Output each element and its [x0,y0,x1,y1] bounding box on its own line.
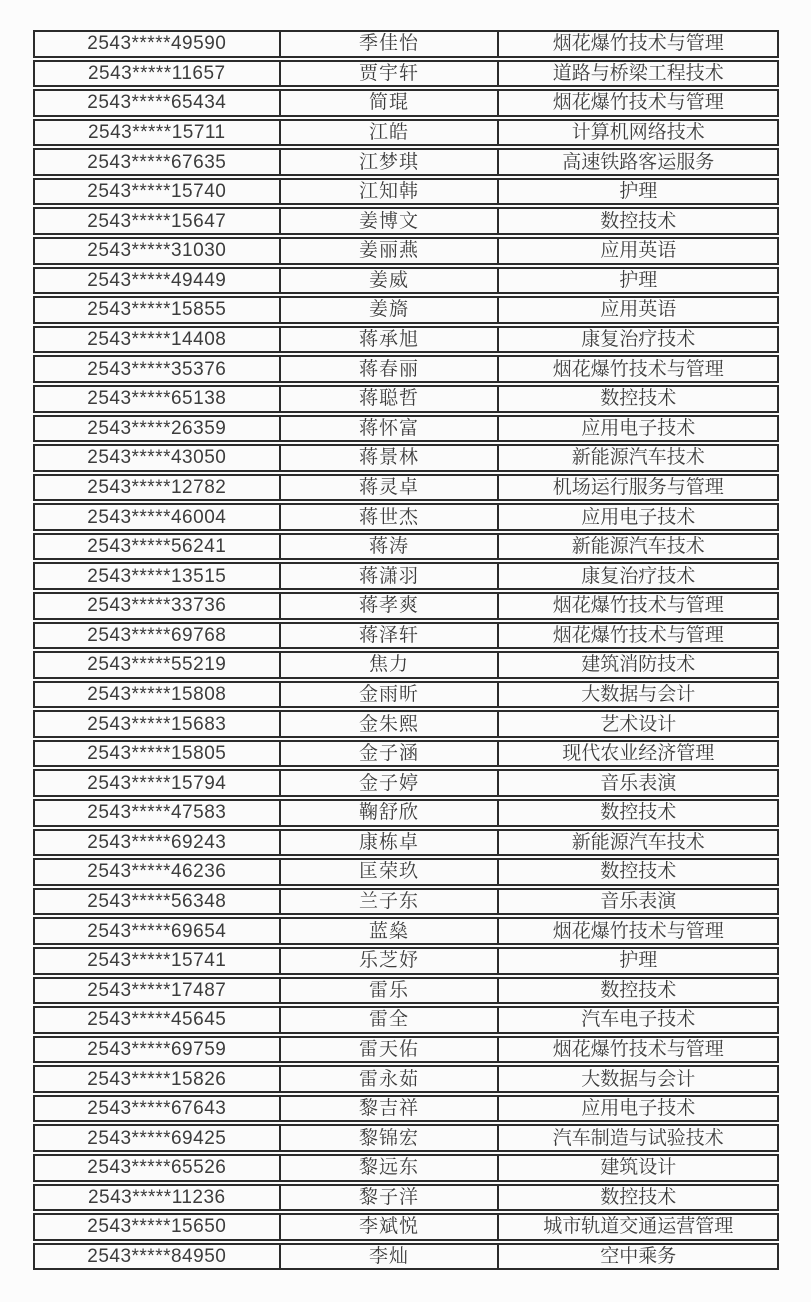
admission-table [33,30,779,1270]
table-row [33,148,779,176]
table-row [33,385,779,413]
candidate-name-cell: 江知韩 [281,180,500,204]
candidate-name-cell: 姜博文 [281,209,500,233]
candidate-name-cell: 李斌悦 [281,1215,500,1239]
candidate-id-cell: 2543*****12782 [35,476,281,500]
candidate-id-cell: 2543*****13515 [35,564,281,588]
major-cell: 数控技术 [600,388,677,410]
candidate-id-cell: 2543*****15650 [35,1215,281,1239]
candidate-name-cell: 江梦琪 [281,150,500,174]
candidate-name-cell: 雷全 [281,1008,500,1032]
candidate-name-cell: 焦力 [281,653,500,677]
major-cell: 护理 [619,269,658,291]
major-cell: 数控技术 [600,802,677,824]
candidate-id-cell: 2543*****69654 [35,919,281,943]
candidate-id-cell: 2543*****65138 [35,387,281,411]
candidate-name-cell: 黎锦宏 [281,1126,500,1150]
candidate-id-cell: 2543*****47583 [35,801,281,825]
candidate-id-cell: 2543*****26359 [35,417,281,441]
candidate-id-cell: 2543*****15683 [35,712,281,736]
candidate-id-cell: 2543*****67643 [35,1097,281,1121]
major-cell: 道路与桥梁工程技术 [552,62,724,84]
major-cell: 城市轨道交通运营管理 [543,1216,734,1238]
candidate-name-cell: 蒋孝爽 [281,594,500,618]
major-cell: 艺术设计 [600,713,677,735]
major-cell: 烟花爆竹技术与管理 [552,1038,724,1060]
major-cell: 音乐表演 [600,772,677,794]
candidate-name-cell: 黎吉祥 [281,1097,500,1121]
table-row [33,681,779,709]
table-row [33,799,779,827]
candidate-id-cell: 2543*****69425 [35,1126,281,1150]
candidate-name-cell: 简琨 [281,91,500,115]
candidate-id-cell: 2543*****84950 [35,1245,281,1269]
candidate-name-cell: 李灿 [281,1245,500,1269]
table-row [33,296,779,324]
table-row [33,533,779,561]
major-cell: 汽车电子技术 [581,1009,696,1031]
major-cell: 现代农业经济管理 [562,743,715,765]
major-cell: 新能源汽车技术 [571,447,705,469]
table-row [33,1095,779,1123]
candidate-id-cell: 2543*****15711 [35,121,281,145]
table-row [33,474,779,502]
candidate-id-cell: 2543*****15741 [35,949,281,973]
candidate-name-cell: 姜丽燕 [281,239,500,263]
major-cell: 空中乘务 [600,1245,677,1267]
candidate-id-cell: 2543*****69759 [35,1038,281,1062]
table-row [33,1213,779,1241]
candidate-id-cell: 2543*****56348 [35,890,281,914]
candidate-name-cell: 蒋涛 [281,535,500,559]
table-row [33,503,779,531]
table-row [33,829,779,857]
table-row [33,444,779,472]
candidate-name-cell: 季佳怡 [281,32,500,56]
candidate-name-cell: 贾宇轩 [281,62,500,86]
candidate-id-cell: 2543*****65526 [35,1156,281,1180]
candidate-name-cell: 姜威 [281,269,500,293]
table-row [33,1154,779,1182]
candidate-name-cell: 金雨昕 [281,683,500,707]
major-cell: 建筑设计 [600,1157,677,1179]
major-cell: 高速铁路客运服务 [562,151,715,173]
major-cell: 数控技术 [600,861,677,883]
candidate-id-cell: 2543*****69768 [35,624,281,648]
table-row [33,592,779,620]
candidate-id-cell: 2543*****15808 [35,683,281,707]
candidate-id-cell: 2543*****69243 [35,831,281,855]
major-cell: 大数据与会计 [581,1068,696,1090]
candidate-name-cell: 蒋景林 [281,446,500,470]
candidate-id-cell: 2543*****55219 [35,653,281,677]
table-row [33,415,779,443]
table-row [33,769,779,797]
table-row [33,858,779,886]
major-cell: 新能源汽车技术 [571,536,705,558]
table-row [33,30,779,58]
table-row [33,1065,779,1093]
candidate-name-cell: 金朱熙 [281,712,500,736]
major-cell: 大数据与会计 [581,684,696,705]
candidate-id-cell: 2543*****43050 [35,446,281,470]
candidate-id-cell: 2543*****15855 [35,298,281,322]
candidate-id-cell: 2543*****11657 [35,62,281,86]
table-row [33,1006,779,1034]
candidate-name-cell: 蒋怀富 [281,417,500,441]
candidate-name-cell: 蓝燊 [281,919,500,943]
candidate-name-cell: 康栋卓 [281,831,500,855]
table-row [33,326,779,354]
candidate-name-cell: 黎子洋 [281,1186,500,1210]
candidate-id-cell: 2543*****65434 [35,91,281,115]
candidate-name-cell: 蒋春丽 [281,357,500,381]
table-row [33,178,779,206]
major-cell: 机场运行服务与管理 [552,476,724,498]
candidate-name-cell: 鞠舒欣 [281,801,500,825]
candidate-id-cell: 2543*****49449 [35,269,281,293]
candidate-name-cell: 匡荣玖 [281,860,500,884]
candidate-name-cell: 金子婷 [281,771,500,795]
table-row [33,1184,779,1212]
candidate-id-cell: 2543*****15794 [35,771,281,795]
major-cell: 应用电子技术 [581,417,696,439]
candidate-id-cell: 2543*****14408 [35,328,281,352]
table-row [33,947,779,975]
candidate-name-cell: 蒋聪哲 [281,387,500,411]
candidate-id-cell: 2543*****11236 [35,1186,281,1210]
candidate-name-cell: 蒋泽轩 [281,624,500,648]
major-cell: 烟花爆竹技术与管理 [552,358,724,380]
major-cell: 烟花爆竹技术与管理 [552,595,724,617]
table-row [33,977,779,1005]
major-cell: 新能源汽车技术 [571,831,705,853]
candidate-id-cell: 2543*****31030 [35,239,281,263]
candidate-id-cell: 2543*****15826 [35,1067,281,1091]
candidate-name-cell: 雷天佑 [281,1038,500,1062]
major-cell: 护理 [619,950,658,972]
candidate-id-cell: 2543*****17487 [35,979,281,1003]
table-row [33,917,779,945]
candidate-name-cell: 蒋世杰 [281,505,500,529]
candidate-id-cell: 2543*****15740 [35,180,281,204]
major-cell: 应用英语 [600,240,677,262]
table-row [33,237,779,265]
major-cell: 计算机网络技术 [571,122,705,144]
candidate-name-cell: 黎远东 [281,1156,500,1180]
major-cell: 烟花爆竹技术与管理 [552,624,724,646]
candidate-name-cell: 蒋灵卓 [281,476,500,500]
candidate-id-cell: 2543*****56241 [35,535,281,559]
major-cell: 护理 [619,181,658,203]
candidate-id-cell: 2543*****35376 [35,357,281,381]
major-cell: 康复治疗技术 [581,565,696,587]
table-row [33,89,779,117]
candidate-id-cell: 2543*****67635 [35,150,281,174]
major-cell: 建筑消防技术 [581,654,696,676]
candidate-name-cell: 江皓 [281,121,500,145]
candidate-name-cell: 兰子东 [281,890,500,914]
major-cell: 烟花爆竹技术与管理 [552,92,724,114]
table-row [33,119,779,147]
candidate-name-cell: 蒋潇羽 [281,564,500,588]
candidate-name-cell: 雷永茹 [281,1067,500,1091]
major-cell: 数控技术 [600,210,677,232]
candidate-id-cell: 2543*****49590 [35,32,281,56]
candidate-id-cell: 2543*****45645 [35,1008,281,1032]
table-row [33,710,779,738]
table-row [33,1243,779,1271]
major-cell: 汽车制造与试验技术 [552,1127,724,1149]
candidate-id-cell: 2543*****46236 [35,860,281,884]
table-row [33,267,779,295]
major-cell: 应用电子技术 [581,506,696,528]
candidate-id-cell: 2543*****33736 [35,594,281,618]
major-cell: 应用电子技术 [581,1098,696,1120]
table-row [33,651,779,679]
table-row [33,622,779,650]
table-row [33,888,779,916]
major-cell: 康复治疗技术 [581,329,696,351]
candidate-name-cell: 乐芝妤 [281,949,500,973]
table-row [33,740,779,768]
candidate-name-cell: 蒋承旭 [281,328,500,352]
major-cell: 数控技术 [600,1186,677,1208]
table-row [33,562,779,590]
major-cell: 烟花爆竹技术与管理 [552,920,724,942]
candidate-id-cell: 2543*****46004 [35,505,281,529]
major-cell: 烟花爆竹技术与管理 [552,33,724,55]
table-row [33,1036,779,1064]
major-cell: 数控技术 [600,979,677,1001]
table-row [33,207,779,235]
candidate-name-cell: 雷乐 [281,979,500,1003]
table-row [33,1124,779,1152]
table-row [33,355,779,383]
major-cell: 音乐表演 [600,891,677,913]
table-row [33,60,779,88]
candidate-name-cell: 金子涵 [281,742,500,766]
major-cell: 应用英语 [600,299,677,321]
candidate-id-cell: 2543*****15647 [35,209,281,233]
candidate-name-cell: 姜旖 [281,298,500,322]
candidate-id-cell: 2543*****15805 [35,742,281,766]
